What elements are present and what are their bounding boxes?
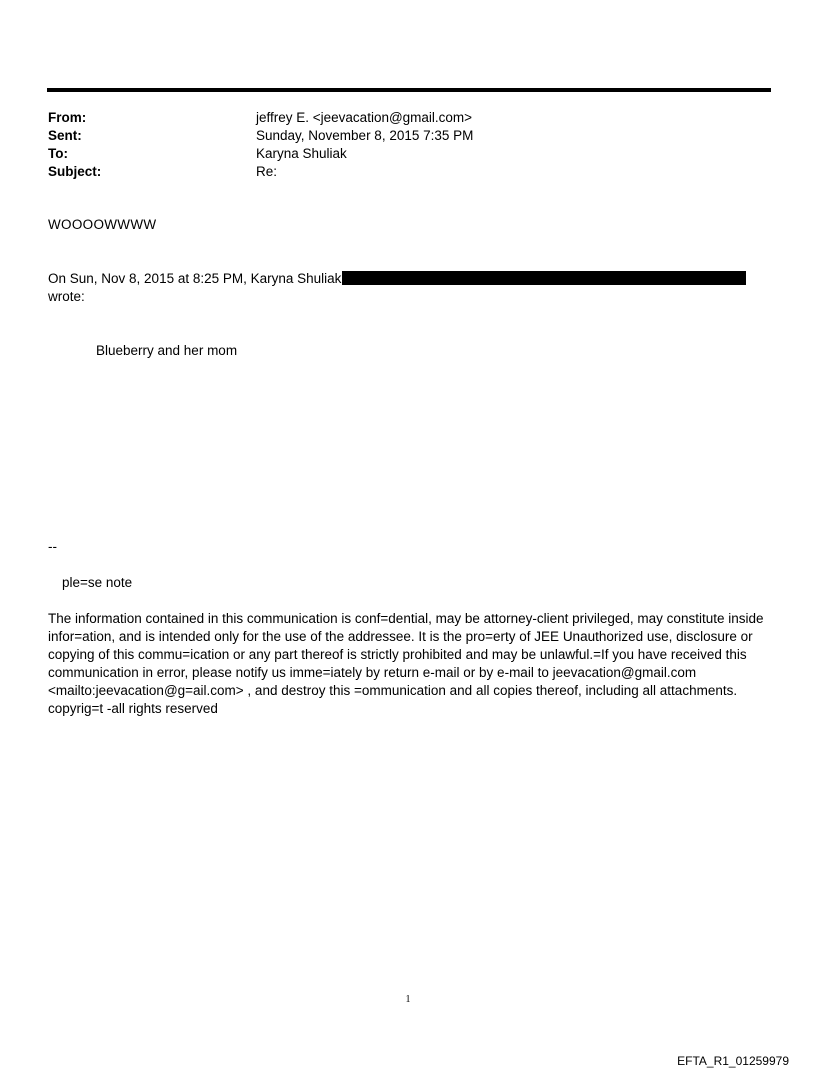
to-label: To: [48, 146, 68, 161]
redaction-bar [342, 271, 746, 285]
from-label: From: [48, 110, 87, 125]
sent-label: Sent: [48, 128, 82, 143]
disclaimer-paragraph: The information contained in this communication is conf=dential, may be attorney-client privileged, may constitute inside infor=ation, and is intended only for the use of the addressee. It is the pro=erty of JEE Unauthorized use, disclosure or copying of this commu=ication or any part thereof is strictly prohibited and may be unlawful.=If you have received this communication in error, please notify us imme=iately by return e-mail or by e-mail to jeevacation@gmail.com <mailto:jeevacation@g=ail.com> , and destroy this =ommunication and all copies thereof, including all attachments. copyrig=t -all rights reserved [48, 611, 764, 716]
page-number: 1 [405, 994, 411, 1005]
subject-label: Subject: [48, 164, 102, 179]
quote-attribution [48, 270, 748, 306]
quoted-message: Blueberry and her mom [96, 343, 238, 358]
to-value: Karyna Shuliak [256, 146, 347, 161]
signature-separator: -- [48, 539, 57, 554]
from-value: jeffrey E. <jeevacation@gmail.com> [256, 110, 473, 125]
subject-row [48, 163, 748, 181]
from-row [48, 109, 748, 127]
to-row [48, 145, 748, 163]
sent-value: Sunday, November 8, 2015 7:35 PM [256, 128, 474, 143]
quote-intro-start: On Sun, Nov 8, 2015 at 8:25 PM, Karyna Shuliak [48, 271, 342, 286]
reply-text: WOOOOWWWW [48, 217, 157, 232]
email-header [48, 109, 748, 181]
header-divider [47, 88, 771, 92]
subject-value: Re: [256, 164, 278, 179]
quote-intro-end: wrote: [48, 289, 85, 304]
signature-note: ple=se note [62, 575, 133, 590]
document-id: EFTA_R1_01259979 [677, 1054, 789, 1068]
sent-row [48, 127, 748, 145]
